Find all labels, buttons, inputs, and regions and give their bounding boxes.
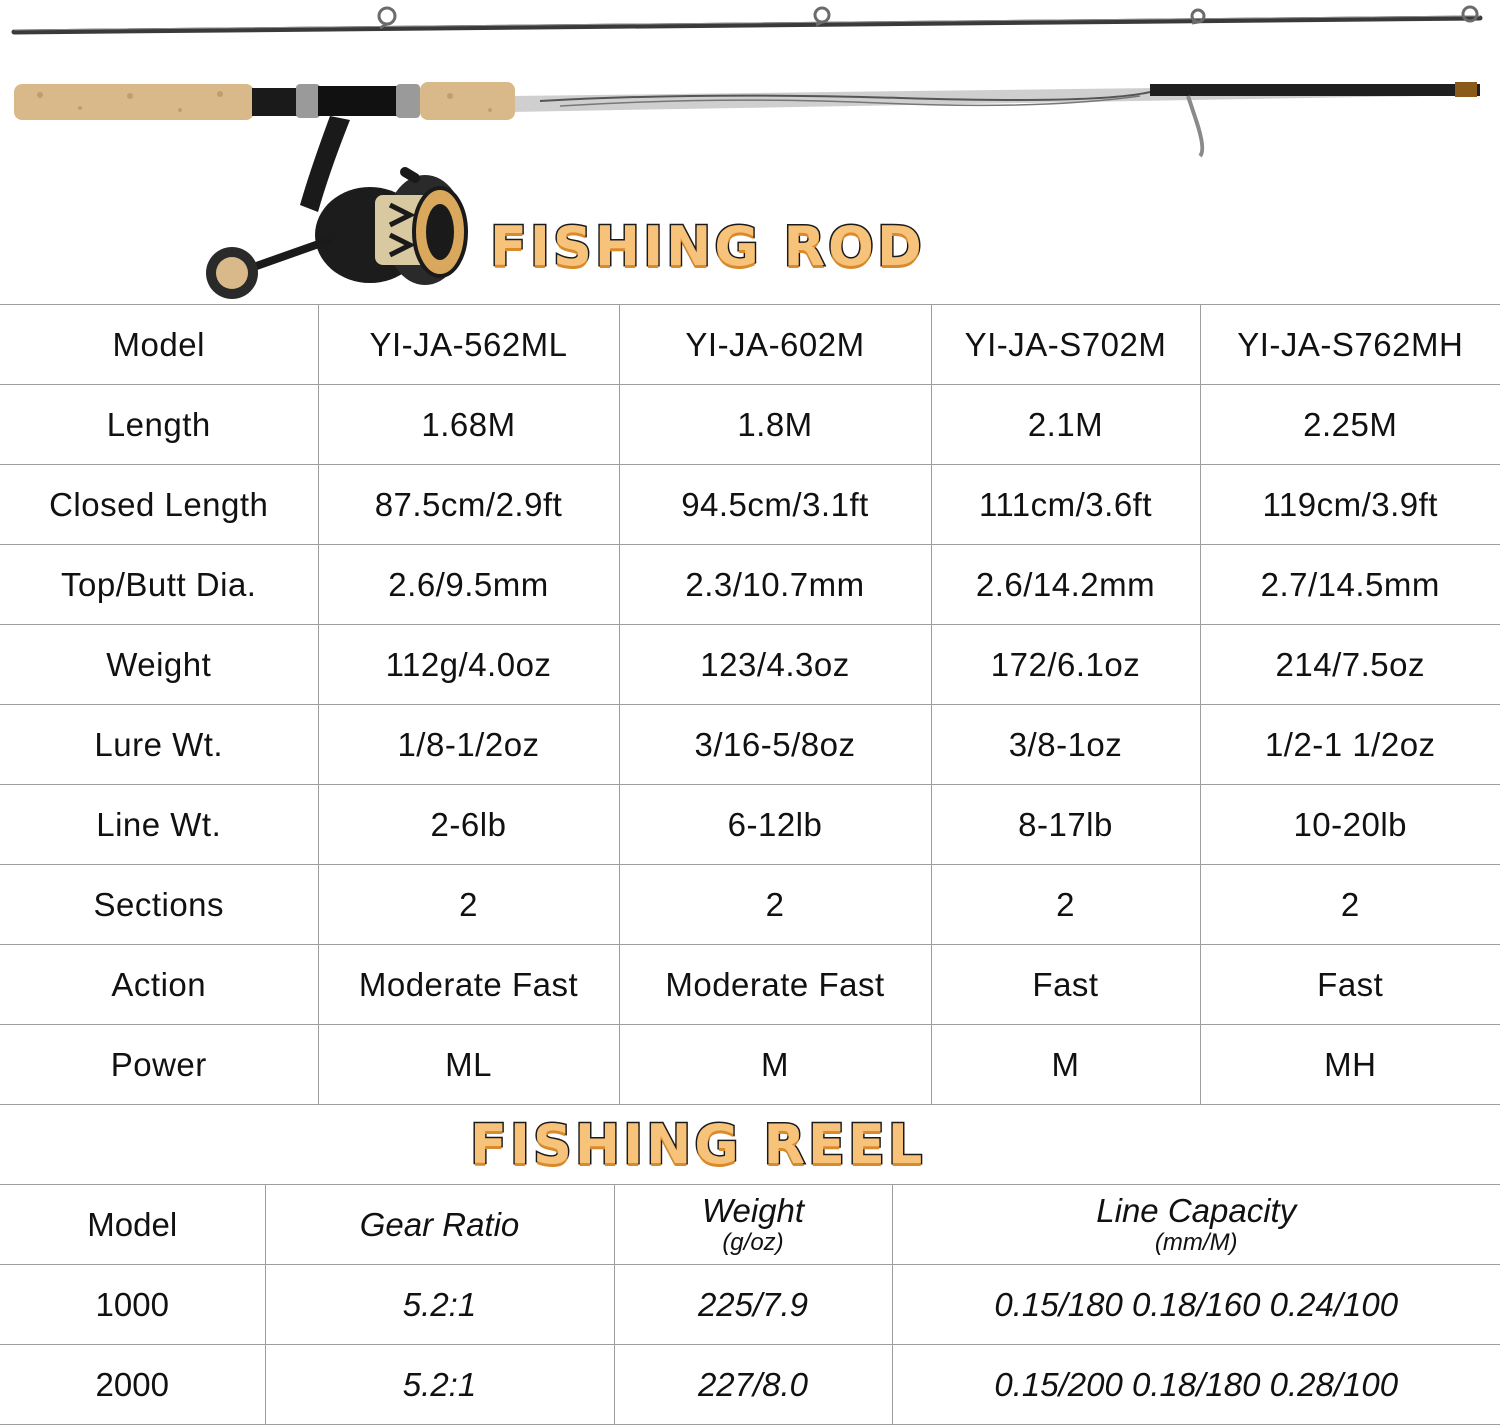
table-cell: 119cm/3.9ft (1200, 465, 1500, 545)
table-cell: M (931, 1025, 1200, 1105)
table-cell: 5.2:1 (265, 1265, 614, 1345)
table-cell: 5.2:1 (265, 1345, 614, 1425)
table-cell: 2.25M (1200, 385, 1500, 465)
table-row (0, 705, 1500, 785)
table-row (0, 945, 1500, 1025)
table-row (0, 305, 1500, 385)
header-model: Model (0, 1185, 265, 1265)
table-row (0, 1025, 1500, 1105)
table-row (0, 1265, 1500, 1345)
table-cell: 94.5cm/3.1ft (619, 465, 931, 545)
table-cell: 0.15/180 0.18/160 0.24/100 (892, 1265, 1500, 1345)
table-cell: Fast (1200, 945, 1500, 1025)
table-row (0, 785, 1500, 865)
table-cell: 1/8-1/2oz (318, 705, 619, 785)
header-weight-label: Weight (701, 1192, 805, 1230)
rod-butt-section (14, 82, 1480, 156)
table-cell: 2 (318, 865, 619, 945)
table-cell: 10-20lb (1200, 785, 1500, 865)
table-cell: MH (1200, 1025, 1500, 1105)
table-cell: Fast (931, 945, 1200, 1025)
table-cell: 1.68M (318, 385, 619, 465)
table-cell: 123/4.3oz (619, 625, 931, 705)
row-label: Model (0, 305, 318, 385)
fishing-rod-heading: FISHING ROD (490, 215, 925, 278)
table-cell: 87.5cm/2.9ft (318, 465, 619, 545)
rod-spec-table (0, 304, 1500, 1105)
row-label: Weight (0, 625, 318, 705)
table-row (0, 545, 1500, 625)
header-weight (614, 1185, 892, 1265)
table-row (0, 1345, 1500, 1425)
table-cell: 2 (931, 865, 1200, 945)
model-cell: YI-JA-S762MH (1200, 305, 1500, 385)
row-label: Action (0, 945, 318, 1025)
row-label: Sections (0, 865, 318, 945)
table-row (0, 465, 1500, 545)
table-cell: 111cm/3.6ft (931, 465, 1200, 545)
table-row (0, 865, 1500, 945)
table-cell: M (619, 1025, 931, 1105)
row-label: Top/Butt Dia. (0, 545, 318, 625)
header-line-capacity (892, 1185, 1500, 1265)
table-cell: 2.1M (931, 385, 1200, 465)
table-cell: Moderate Fast (318, 945, 619, 1025)
reel-model-cell: 1000 (0, 1265, 265, 1345)
table-cell: 172/6.1oz (931, 625, 1200, 705)
model-cell: YI-JA-S702M (931, 305, 1200, 385)
table-cell: 2.6/9.5mm (318, 545, 619, 625)
table-cell: 1/2-1 1/2oz (1200, 705, 1500, 785)
table-cell: 3/16-5/8oz (619, 705, 931, 785)
table-cell: 112g/4.0oz (318, 625, 619, 705)
header-gear-ratio: Gear Ratio (265, 1185, 614, 1265)
table-header-row (0, 1185, 1500, 1265)
fishing-reel-heading: FISHING REEL (470, 1113, 926, 1176)
table-row (0, 385, 1500, 465)
header-line-capacity-unit: (mm/M) (1154, 1228, 1238, 1256)
table-row (0, 625, 1500, 705)
spinning-reel (206, 116, 466, 299)
table-cell: 225/7.9 (614, 1265, 892, 1345)
table-cell: 0.15/200 0.18/180 0.28/100 (892, 1345, 1500, 1425)
table-cell: 2.6/14.2mm (931, 545, 1200, 625)
header-weight-unit: (g/oz) (722, 1228, 784, 1256)
rod-tip-section (14, 7, 1480, 32)
table-cell: 1.8M (619, 385, 931, 465)
table-cell: 6-12lb (619, 785, 931, 865)
table-cell: 8-17lb (931, 785, 1200, 865)
table-cell: 227/8.0 (614, 1345, 892, 1425)
table-cell: ML (318, 1025, 619, 1105)
model-cell: YI-JA-602M (619, 305, 931, 385)
table-cell: 2.7/14.5mm (1200, 545, 1500, 625)
reel-model-cell: 2000 (0, 1345, 265, 1425)
table-cell: 2.3/10.7mm (619, 545, 931, 625)
header-line-capacity-label: Line Capacity (1096, 1192, 1297, 1230)
table-cell: 214/7.5oz (1200, 625, 1500, 705)
table-cell: 2-6lb (318, 785, 619, 865)
table-cell: 2 (619, 865, 931, 945)
row-label: Closed Length (0, 465, 318, 545)
table-cell: 2 (1200, 865, 1500, 945)
table-cell: Moderate Fast (619, 945, 931, 1025)
row-label: Length (0, 385, 318, 465)
row-label: Line Wt. (0, 785, 318, 865)
table-cell: 3/8-1oz (931, 705, 1200, 785)
row-label: Lure Wt. (0, 705, 318, 785)
row-label: Power (0, 1025, 318, 1105)
reel-spec-table (0, 1184, 1500, 1425)
model-cell: YI-JA-562ML (318, 305, 619, 385)
